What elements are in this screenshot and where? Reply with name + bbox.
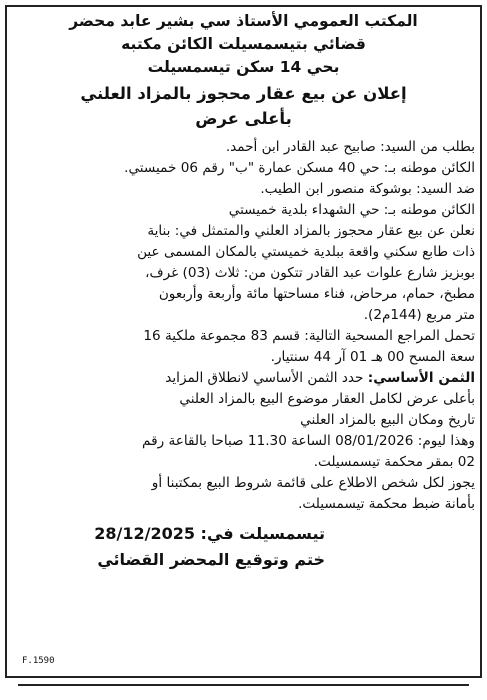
body-line: تحمل المراجع المسحية التالية: قسم 83 مجموعة ملكية 16 [143, 328, 475, 344]
body-line: يجوز لكل شخص الاطلاع على قائمة شروط البيع بمكتبنا أو [151, 475, 475, 491]
base-price-paragraph [12, 368, 475, 410]
defendant-paragraph [12, 179, 475, 221]
signature-line: ختم وتوقيع المحضر القضائي [97, 550, 325, 569]
notice-body [12, 137, 475, 515]
base-price-text: حدد الثمن الأساسي لانطلاق المزايد [165, 370, 368, 386]
body-line: 02 بمقر محكمة تيسمسيلت. [313, 454, 475, 470]
base-price-label: الثمن الأساسي: [367, 370, 475, 386]
body-line: ضد السيد: بوشوكة منصور ابن الطيب. [260, 181, 475, 197]
body-line: وهذا ليوم: 08/01/2026 الساعة 11.30 صباحا بالقاعة رقم [142, 433, 475, 449]
header-line: بحي 14 سكن تيسمسيلت [147, 58, 340, 76]
cadastral-paragraph [12, 326, 475, 368]
conditions-paragraph [12, 473, 475, 515]
body-line: الكائن موطنه بـ: حي 40 مسكن عمارة "ب" رقم 06 خميستي. [124, 160, 475, 176]
body-line: بوبزيز شارع علوات عبد القادر تتكون من: ثلاث (03) غرف، [145, 265, 475, 281]
body-line: تاريخ ومكان البيع بالمزاد العلني [300, 412, 475, 428]
body-line: بأعلى عرض لكامل العقار موضوع البيع بالمزاد العلني [179, 391, 475, 407]
body-line: بطلب من السيد: صابيح عبد القادر ابن أحمد. [225, 139, 475, 155]
reference-number: F.1590 [22, 656, 55, 666]
body-line: ذات طابع سكني واقعة ببلدية خميستي بالمكان المسمى عين [137, 244, 475, 260]
header-line: المكتب العمومي الأستاذ سي بشير عابد محضر [69, 12, 418, 30]
body-line: متر مربع (144م2). [363, 307, 475, 323]
property-paragraph [12, 221, 475, 326]
notice-content [12, 10, 475, 573]
title-line: بأعلى عرض [195, 109, 292, 128]
body-line: نعلن عن بيع عقار محجوز بالمزاد العلني والمتمثل في: بناية [147, 223, 475, 239]
notice-footer [12, 521, 475, 573]
body-line [12, 368, 475, 389]
notice-title [12, 81, 475, 131]
bailiff-office-header [12, 10, 475, 79]
requester-paragraph [12, 137, 475, 179]
place-date-line: تيسمسيلت في: 28/12/2025 [94, 524, 325, 543]
body-line: الكائن موطنه بـ: حي الشهداء بلدية خميستي [228, 202, 475, 218]
body-line: مطبخ، حمام، مرحاض، فناء مساحتها مائة وأربعة وأربعون [158, 286, 475, 302]
header-line: قضائي بتيسمسيلت الكائن مكتبه [121, 35, 366, 53]
body-line: بأمانة ضبط محكمة تيسمسيلت. [298, 496, 475, 512]
body-line: سعة المسح 00 هـ 01 آر 44 سنتيار. [270, 349, 475, 365]
title-line: إعلان عن بيع عقار محجوز بالمزاد العلني [80, 84, 407, 103]
sale-date-paragraph [12, 410, 475, 473]
next-notice-border [18, 684, 469, 700]
